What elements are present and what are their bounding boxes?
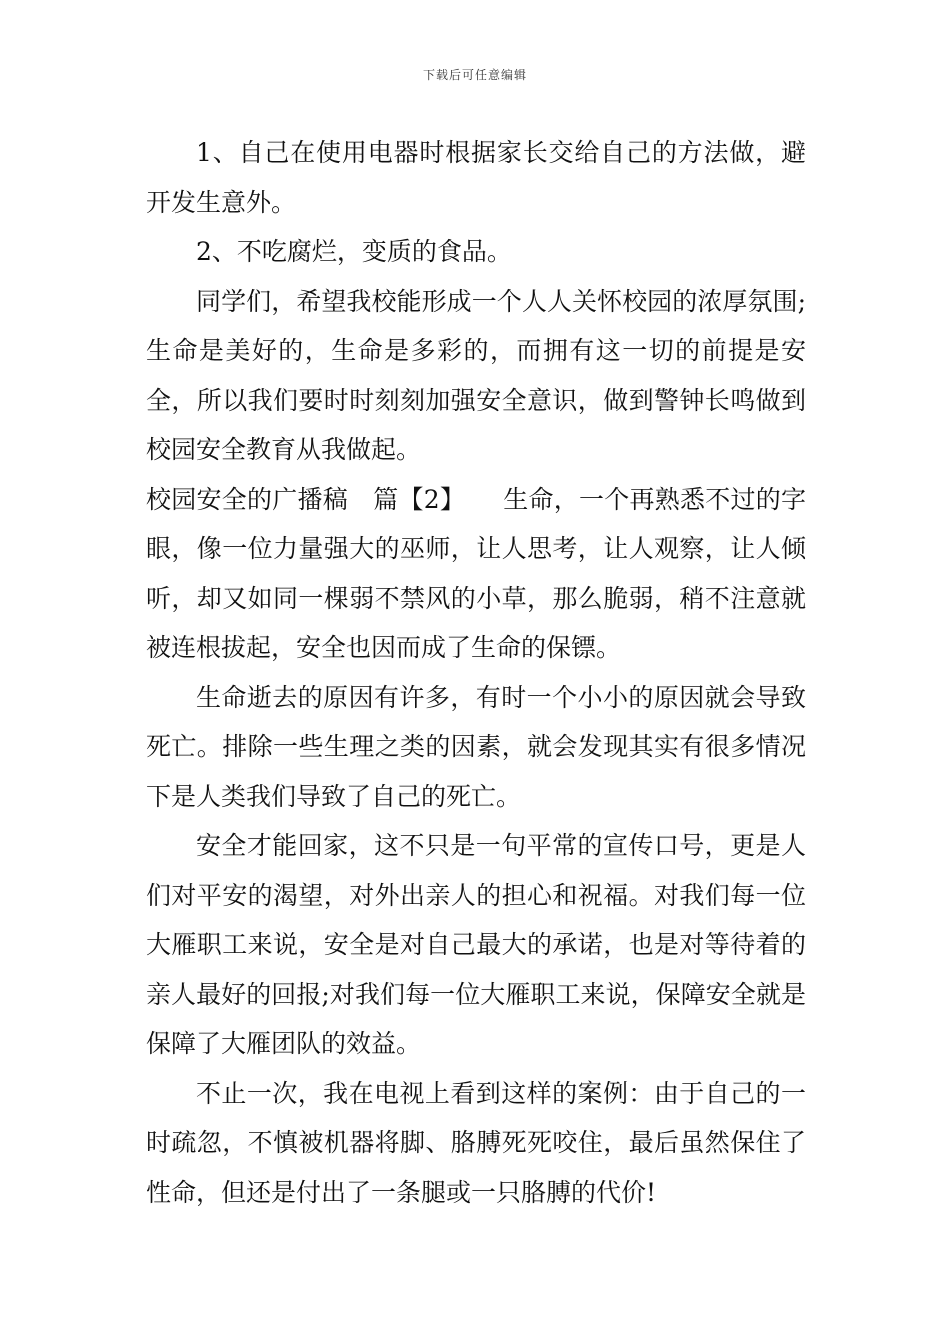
section-paragraph: [146, 475, 806, 673]
paragraph-death-causes: 生命逝去的原因有许多，有时一个小小的原因就会导致死亡。排除一些生理之类的因素，就会发现其实有很多情况下是人类我们导致了自己的死亡。: [146, 682, 806, 811]
section-title: 校园安全的广播稿 篇【2】: [146, 484, 504, 514]
paragraph-closing: 同学们，希望我校能形成一个人人关怀校园的浓厚氛围;生命是美好的，生命是多彩的，而拥有这一切的前提是安全，所以我们要时时刻刻加强安全意识，做到警钟长鸣做到校园安全教育从我做起。: [146, 286, 806, 464]
paragraph-tv-case: 不止一次，我在电视上看到这样的案例：由于自己的一时疏忽，不慎被机器将脚、胳膊死死咬住，最后虽然保住了性命，但还是付出了一条腿或一只胳膊的代价!: [146, 1078, 806, 1207]
paragraph-item-1: 1、自己在使用电器时根据家长交给自己的方法做，避开发生意外。: [146, 138, 806, 217]
page-header: 下载后可任意编辑: [422, 68, 527, 82]
section-intro-text: 生命，一个再熟悉不过的字眼，像一位力量强大的巫师，让人思考，让人观察，让人倾听，却又如同一棵弱不禁风的小草，那么脆弱，稍不注意就被连根拔起，安全也因而成了生命的保镖。: [146, 484, 806, 662]
document-body: [146, 128, 806, 1217]
paragraph-item-2: 2、不吃腐烂，变质的食品。: [196, 237, 512, 266]
paragraph-safety-home: 安全才能回家，这不只是一句平常的宣传口号，更是人们对平安的渴望，对外出亲人的担心和祝福。对我们每一位大雁职工来说，安全是对自己最大的承诺，也是对等待着的亲人最好的回报;对我们每一位大雁职工来说，保障安全就是保障了大雁团队的效益。: [146, 831, 806, 1058]
